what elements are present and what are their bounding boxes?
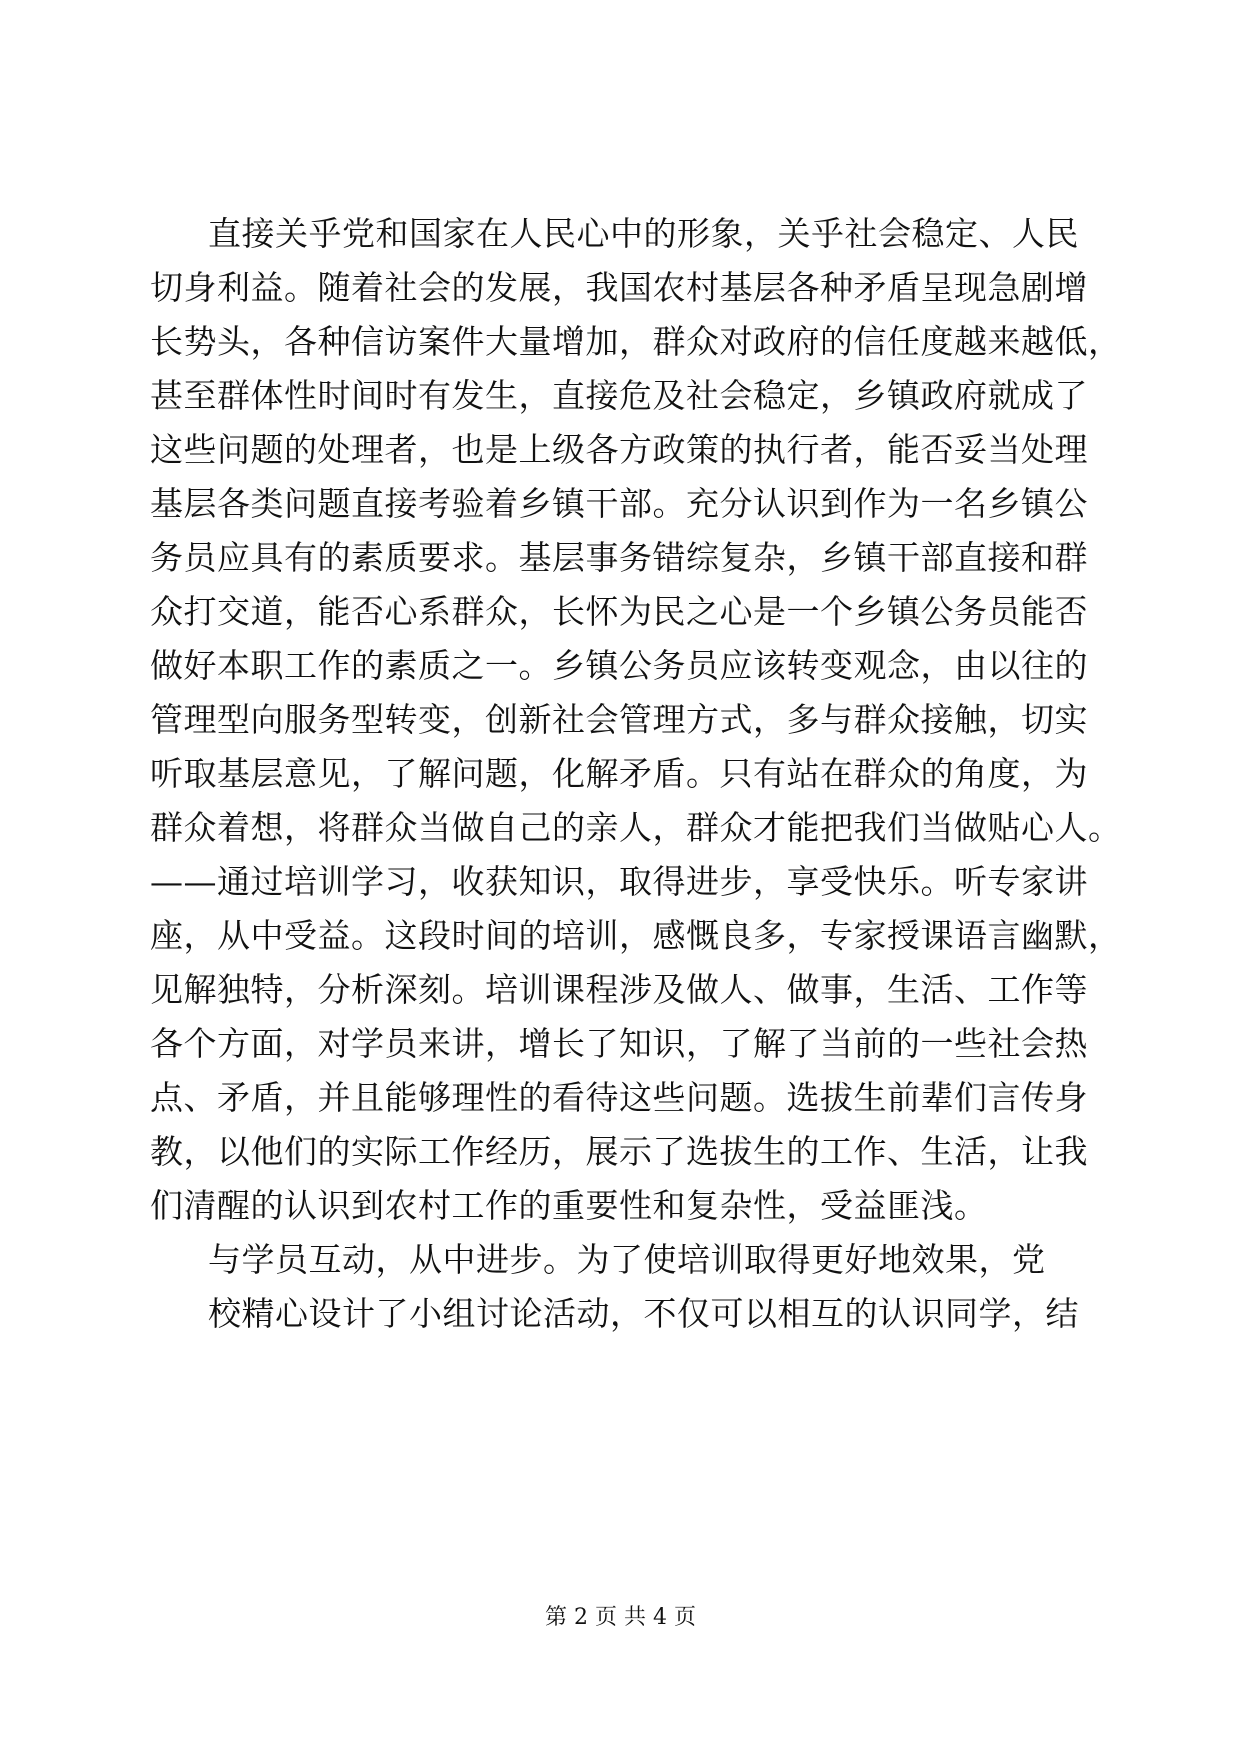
text-line: 与学员互动，从中进步。为了使培训取得更好地效果，党	[208, 1240, 1046, 1279]
text-line: 直接关乎党和国家在人民心中的形象，关乎社会稳定、人民	[208, 214, 1079, 253]
text-line: 各个方面，对学员来讲，增长了知识，了解了当前的一些社会热	[150, 1024, 1088, 1063]
text-line: 点、矛盾，并且能够理性的看待这些问题。选拔生前辈们言传身	[150, 1078, 1088, 1117]
text-line: 务员应具有的素质要求。基层事务错综复杂，乡镇干部直接和群	[150, 538, 1088, 577]
text-line: 校精心设计了小组讨论活动，不仅可以相互的认识同学，结	[208, 1294, 1079, 1333]
text-line: 甚至群体性时间时有发生，直接危及社会稳定，乡镇政府就成了	[150, 376, 1088, 415]
text-line: 们清醒的认识到农村工作的重要性和复杂性，受益匪浅。	[150, 1186, 988, 1225]
text-line: 见解独特，分析深刻。培训课程涉及做人、做事，生活、工作等	[150, 970, 1088, 1009]
text-line: ——通过培训学习，收获知识，取得进步，享受快乐。听专家讲	[150, 862, 1088, 901]
text-line: 教，以他们的实际工作经历，展示了选拔生的工作、生活，让我	[150, 1132, 1088, 1171]
page-number-footer: 第 2 页 共 4 页	[545, 1605, 696, 1630]
text-line: 基层各类问题直接考验着乡镇干部。充分认识到作为一名乡镇公	[150, 484, 1088, 523]
text-line: 管理型向服务型转变，创新社会管理方式，多与群众接触，切实	[150, 700, 1088, 739]
text-line: 做好本职工作的素质之一。乡镇公务员应该转变观念，由以往的	[150, 646, 1088, 685]
text-line: 众打交道，能否心系群众，长怀为民之心是一个乡镇公务员能否	[150, 592, 1088, 631]
text-line: 这些问题的处理者，也是上级各方政策的执行者，能否妥当处理	[150, 430, 1088, 469]
text-line: 听取基层意见，了解问题，化解矛盾。只有站在群众的角度，为	[150, 754, 1088, 793]
text-line: 座，从中受益。这段时间的培训，感慨良多，专家授课语言幽默，	[150, 916, 1122, 955]
text-line: 切身利益。随着社会的发展，我国农村基层各种矛盾呈现急剧增	[150, 268, 1088, 307]
text-line: 长势头，各种信访案件大量增加，群众对政府的信任度越来越低，	[150, 322, 1122, 361]
text-line: 群众着想，将群众当做自己的亲人，群众才能把我们当做贴心人。	[150, 808, 1122, 847]
